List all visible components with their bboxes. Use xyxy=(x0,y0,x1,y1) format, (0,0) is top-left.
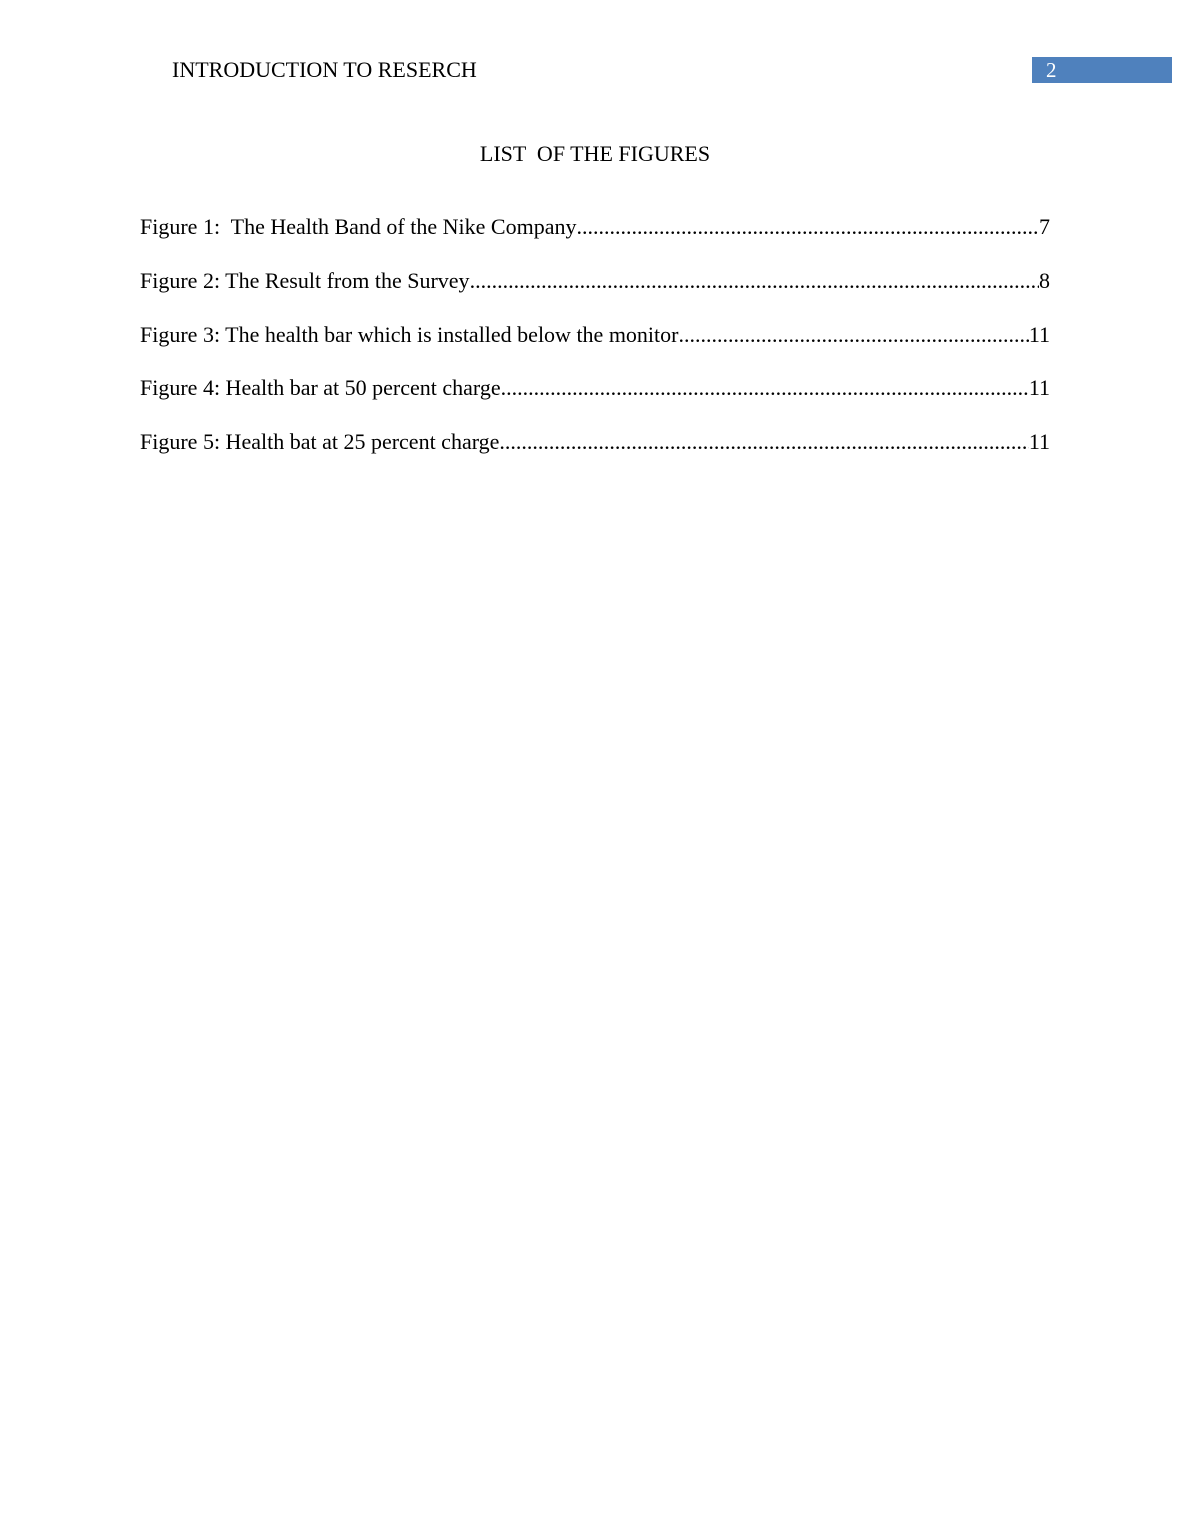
dot-leader xyxy=(499,428,1028,456)
dot-leader xyxy=(501,374,1029,402)
dot-leader xyxy=(576,213,1039,241)
figure-entry-1[interactable] xyxy=(140,213,1050,267)
list-of-figures-heading: LIST OF THE FIGURES xyxy=(479,141,711,166)
figure-entry-label: Figure 4: Health bar at 50 percent charge xyxy=(140,375,501,401)
figure-entry-page: 11 xyxy=(1028,429,1050,455)
list-of-figures xyxy=(140,213,1050,482)
figure-entry-page: 11 xyxy=(1028,375,1050,401)
running-header-title: INTRODUCTION TO RESERCH xyxy=(172,57,477,82)
figure-entry-2[interactable] xyxy=(140,267,1050,321)
figure-entry-5[interactable] xyxy=(140,428,1050,482)
figure-entry-label: Figure 1: The Health Band of the Nike Company xyxy=(140,214,577,239)
figure-entry-label: Figure 5: Health bat at 25 percent charge xyxy=(140,429,500,455)
dot-leader xyxy=(678,321,1028,349)
figure-entry-label: Figure 3: The health bar which is installed below the monitor xyxy=(140,321,679,347)
figure-entry-3[interactable] xyxy=(140,321,1050,375)
page-number: 2 xyxy=(1046,58,1057,82)
page-number-box xyxy=(1032,57,1172,83)
figure-entry-page: 7 xyxy=(1039,214,1050,239)
figure-entry-page: 8 xyxy=(1039,267,1050,293)
figure-entry-label: Figure 2: The Result from the Survey xyxy=(140,267,470,293)
figure-entry-4[interactable] xyxy=(140,374,1050,428)
figure-entry-page: 11 xyxy=(1028,321,1050,347)
dot-leader xyxy=(470,267,1039,295)
